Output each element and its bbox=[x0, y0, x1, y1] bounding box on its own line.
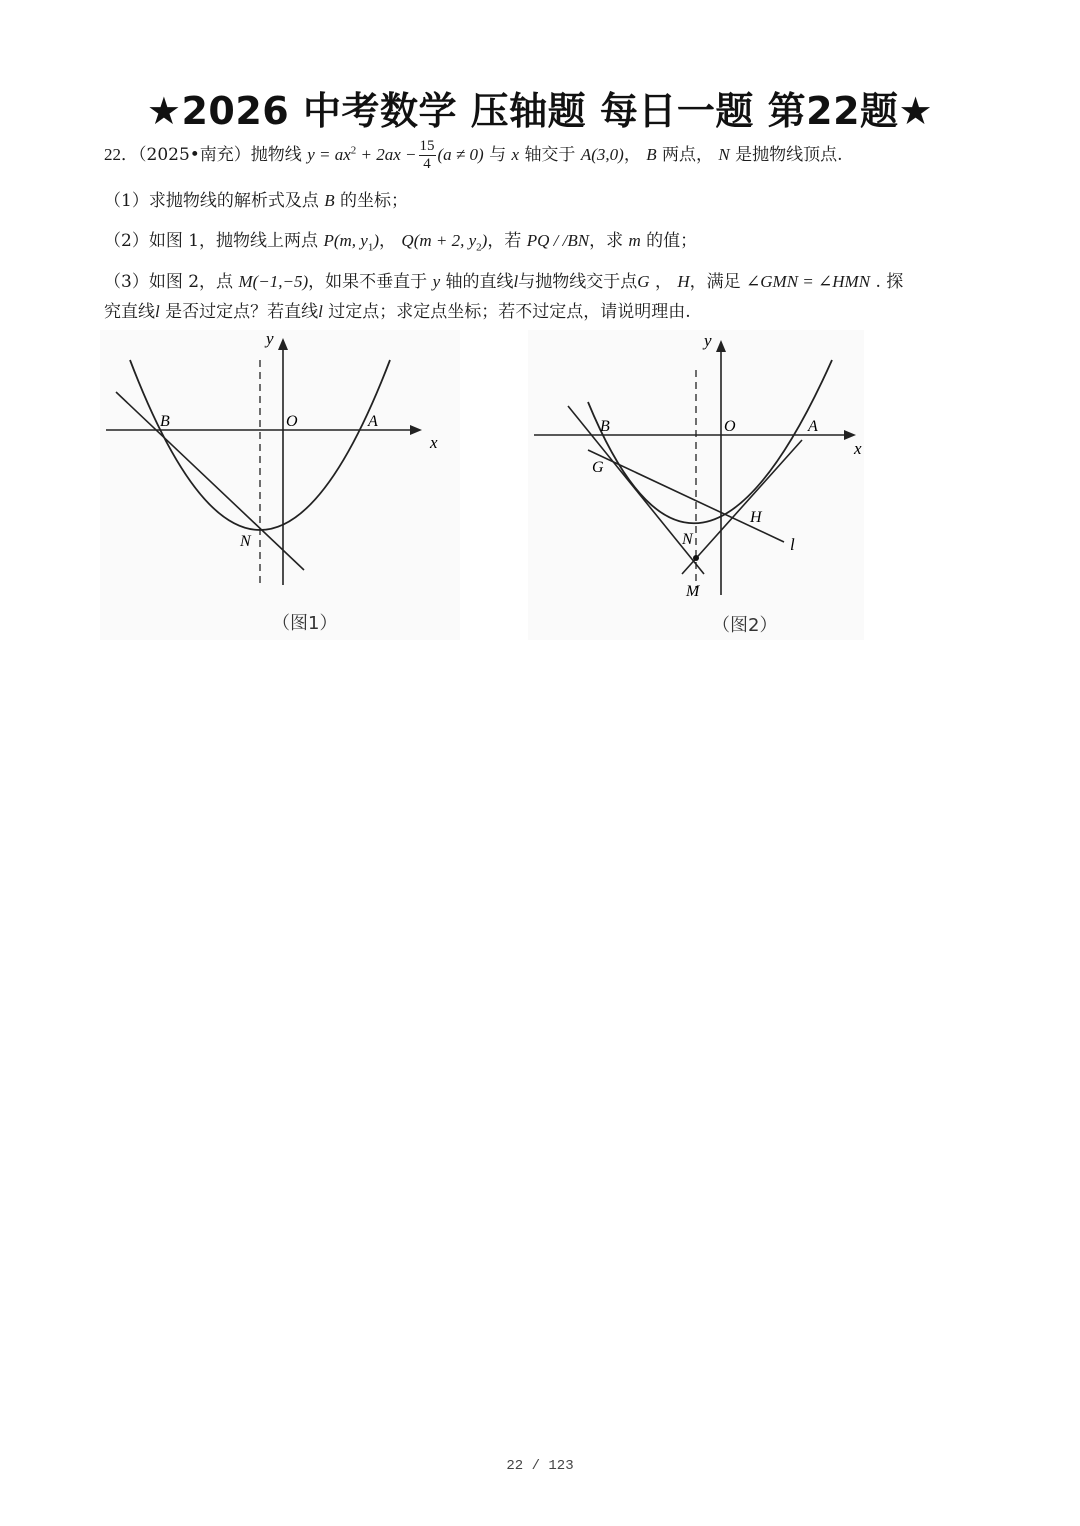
math-var: N bbox=[718, 145, 730, 164]
part-text: 如图 1，抛物线上两点 bbox=[148, 231, 319, 251]
equation-condition: (a ≠ 0) bbox=[437, 145, 484, 164]
parallel-condition: PQ / /BN bbox=[526, 231, 590, 250]
subscript: 1 bbox=[367, 241, 374, 254]
problem-source: （2025•南充） bbox=[138, 145, 251, 165]
part-1 bbox=[104, 189, 408, 213]
label-y: y bbox=[266, 330, 274, 348]
problem-text: ， bbox=[623, 145, 641, 165]
label-h: H bbox=[750, 509, 762, 526]
angle-condition: ∠GMN = ∠HMN bbox=[746, 272, 871, 291]
part-text: ， bbox=[379, 231, 397, 251]
point-p: P(m, y bbox=[323, 231, 368, 250]
problem-text: 抛物线 bbox=[250, 145, 302, 165]
label-m: M bbox=[686, 583, 700, 600]
part-3 bbox=[104, 270, 903, 294]
part-text: . 探 bbox=[875, 272, 904, 292]
figure-2 bbox=[528, 330, 864, 640]
part-text: ，满足 bbox=[689, 272, 741, 292]
part-text: 的值； bbox=[646, 231, 698, 251]
point-a-coord: A(3,0) bbox=[580, 145, 624, 164]
point-q: Q(m + 2, y bbox=[401, 231, 477, 250]
label-x: x bbox=[430, 433, 438, 452]
label-b: B bbox=[160, 413, 170, 430]
problem-text: 两点， bbox=[662, 145, 714, 165]
math-var: B bbox=[646, 145, 657, 164]
problem-number: 22． bbox=[104, 145, 138, 164]
figure-1 bbox=[100, 330, 460, 640]
part-text: 的坐标； bbox=[340, 191, 409, 211]
math-var: l bbox=[318, 302, 323, 321]
label-g: G bbox=[592, 459, 604, 476]
label-y: y bbox=[704, 331, 712, 350]
equation-head: y = ax bbox=[307, 145, 351, 164]
math-var: B bbox=[324, 191, 335, 210]
math-var: x bbox=[511, 145, 520, 164]
equation-mid: + 2ax − bbox=[356, 145, 417, 164]
part-text: ，求 bbox=[589, 231, 624, 251]
math-var: l bbox=[513, 272, 519, 291]
fraction-numerator: 15 bbox=[419, 138, 435, 154]
subscript: 2 bbox=[476, 241, 482, 254]
math-var: G bbox=[637, 272, 650, 291]
part-3-line2 bbox=[104, 300, 691, 324]
part-text: 如图 2，点 bbox=[148, 272, 234, 292]
point-m-dot bbox=[693, 555, 699, 561]
math-paren: ) bbox=[373, 231, 380, 250]
part-text: ，若 bbox=[487, 231, 522, 251]
problem-statement bbox=[104, 138, 843, 173]
label-o: O bbox=[724, 418, 736, 435]
math-var: m bbox=[628, 231, 641, 250]
part-text: 与抛物线交于点 bbox=[518, 272, 638, 292]
label-x: x bbox=[854, 439, 862, 458]
part-text: ， bbox=[654, 272, 672, 292]
part-text: 轴的直线 bbox=[445, 272, 514, 292]
figure-1-caption: （图1） bbox=[272, 613, 338, 634]
page-title: ★2026 中考数学 压轴题 每日一题 第22题★ bbox=[146, 89, 934, 133]
equation-fraction bbox=[419, 138, 436, 173]
label-b: B bbox=[600, 418, 610, 435]
part-label: （3） bbox=[104, 272, 149, 292]
point-m-coord: M(−1,−5) bbox=[238, 272, 309, 291]
math-var: y bbox=[432, 272, 441, 291]
math-paren: ) bbox=[481, 231, 488, 250]
problem-text: 轴交于 bbox=[524, 145, 576, 165]
problem-text: 与 bbox=[489, 145, 507, 165]
figure-1-svg bbox=[100, 330, 460, 640]
part-text: 是否过定点？若直线 bbox=[165, 302, 319, 322]
problem-text: 是抛物线顶点. bbox=[735, 145, 843, 165]
page-number: 22 / 123 bbox=[506, 1458, 574, 1474]
part-text: ，如果不垂直于 bbox=[308, 272, 428, 292]
part-label: （1） bbox=[104, 191, 149, 211]
figure-1-background bbox=[100, 330, 460, 640]
math-var: H bbox=[677, 272, 690, 291]
part-text: 求抛物线的解析式及点 bbox=[148, 191, 319, 211]
label-a: A bbox=[368, 413, 378, 430]
fraction-denominator: 4 bbox=[423, 156, 431, 172]
label-a: A bbox=[808, 418, 818, 435]
part-text: 过定点；求定点坐标；若不过定点，请说明理由. bbox=[328, 302, 691, 322]
label-n: N bbox=[240, 533, 251, 550]
part-2 bbox=[104, 229, 697, 259]
part-label: （2） bbox=[104, 231, 149, 251]
label-l: l bbox=[790, 535, 795, 554]
figure-2-caption: （图2） bbox=[712, 615, 778, 636]
label-n: N bbox=[682, 531, 693, 548]
math-var: l bbox=[155, 302, 160, 321]
equation-exponent: 2 bbox=[350, 144, 357, 157]
part-text: 究直线 bbox=[104, 302, 155, 322]
figure-2-svg bbox=[528, 330, 864, 640]
label-o: O bbox=[286, 413, 298, 430]
